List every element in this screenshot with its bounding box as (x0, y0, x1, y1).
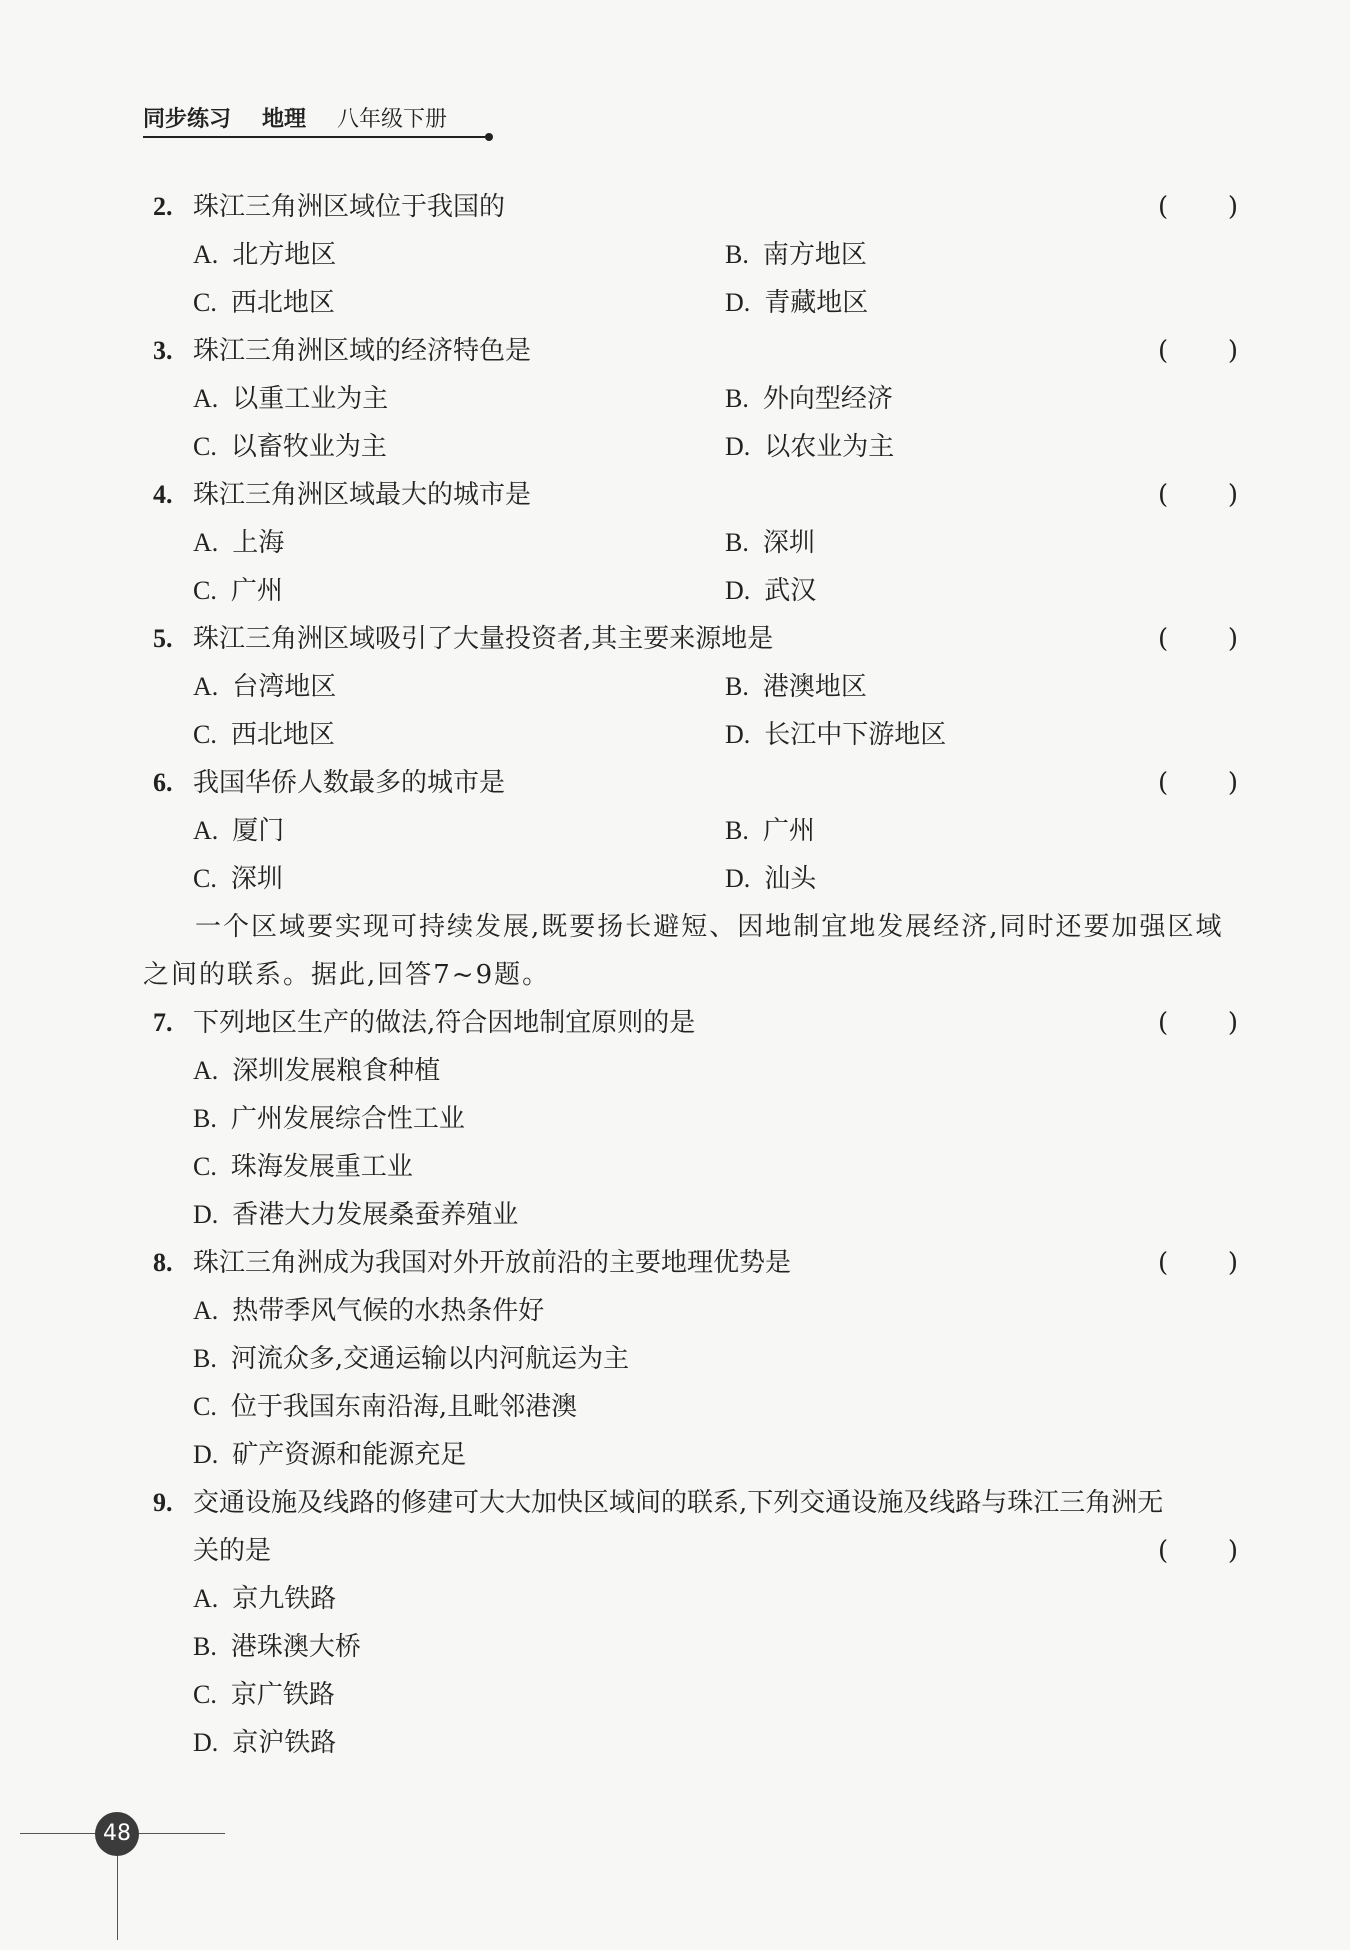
option-text: 西北地区 (230, 720, 335, 750)
question-number: 7. (153, 1008, 173, 1037)
question-number: 9. (153, 1488, 173, 1517)
question-number: 6. (153, 768, 173, 797)
option-text: 京九铁路 (232, 1584, 337, 1614)
question-text: 珠江三角洲区域的经济特色是 (193, 336, 532, 366)
option-letter: B. (725, 384, 749, 413)
option-row (143, 1335, 1238, 1383)
option-letter: C. (193, 720, 217, 749)
question-3 (143, 327, 1238, 471)
option (193, 1383, 577, 1431)
option-text: 京广铁路 (230, 1680, 335, 1710)
paren-close: ) (1227, 192, 1238, 222)
option-letter: C. (193, 864, 217, 893)
option-text: 位于我国东南沿海,且毗邻港澳 (230, 1392, 578, 1422)
option (193, 1671, 335, 1719)
option (193, 231, 336, 279)
question-row (143, 327, 1238, 375)
paren-open: ( (1158, 1536, 1169, 1566)
option (725, 279, 868, 327)
paren-close: ) (1227, 336, 1238, 366)
paren-close: ) (1227, 480, 1238, 510)
option-row (143, 1719, 1238, 1767)
question-group-a (143, 183, 1238, 903)
header-rule-dot (485, 133, 493, 141)
option (725, 807, 815, 855)
option (193, 1095, 465, 1143)
option (193, 1047, 440, 1095)
option-letter: B. (725, 672, 749, 701)
option-letter: D. (725, 720, 751, 749)
header-subject: 地理 (262, 107, 307, 132)
option (193, 711, 335, 759)
option-letter: D. (193, 1728, 219, 1757)
option-letter: B. (725, 528, 749, 557)
option-row (143, 711, 1238, 759)
option-text: 广州 (762, 816, 815, 846)
option-letter: A. (193, 816, 219, 845)
option-letter: B. (725, 240, 749, 269)
paren-close: ) (1227, 1008, 1238, 1038)
option (193, 1287, 544, 1335)
option-letter: C. (193, 1680, 217, 1709)
answer-blank[interactable] (1158, 759, 1238, 807)
option (725, 855, 816, 903)
option-letter: C. (193, 1392, 217, 1421)
option (725, 231, 867, 279)
option (193, 1623, 361, 1671)
option-letter: A. (193, 1296, 219, 1325)
option-text: 港澳地区 (762, 672, 867, 702)
header-grade: 八年级下册 (337, 107, 448, 132)
option (193, 1191, 518, 1239)
answer-blank[interactable] (1158, 327, 1238, 375)
option-letter: A. (193, 240, 219, 269)
question-number: 3. (153, 336, 173, 365)
option-text: 西北地区 (230, 288, 335, 318)
question-8 (143, 1239, 1238, 1479)
option (725, 663, 867, 711)
question-number: 8. (153, 1248, 173, 1277)
question-row (143, 1239, 1238, 1287)
option-text: 南方地区 (762, 240, 867, 270)
question-row (143, 1527, 1238, 1575)
paren-close: ) (1227, 1248, 1238, 1278)
option-row (143, 1191, 1238, 1239)
option-letter: D. (193, 1440, 219, 1469)
option (725, 711, 946, 759)
option-text: 深圳发展粮食种植 (232, 1056, 441, 1086)
option (193, 375, 388, 423)
paren-close: ) (1227, 768, 1238, 798)
question-row (143, 615, 1238, 663)
option-row (143, 375, 1238, 423)
question-number: 4. (153, 480, 173, 509)
header-rule (143, 136, 491, 138)
option-text: 外向型经济 (762, 384, 893, 414)
option-letter: C. (193, 432, 217, 461)
option-letter: D. (725, 432, 751, 461)
page-number-vertical-rule (117, 1855, 118, 1940)
question-text: 珠江三角洲成为我国对外开放前沿的主要地理优势是 (193, 1248, 792, 1278)
question-text: 珠江三角洲区域最大的城市是 (193, 480, 532, 510)
option-letter: B. (725, 816, 749, 845)
option-row (143, 231, 1238, 279)
paren-open: ( (1158, 336, 1169, 366)
option-row (143, 1671, 1238, 1719)
option-text: 青藏地区 (764, 288, 869, 318)
option-text: 香港大力发展桑蚕养殖业 (232, 1200, 519, 1230)
page-number: 48 (95, 1812, 139, 1856)
option-row (143, 1575, 1238, 1623)
answer-blank[interactable] (1158, 999, 1238, 1047)
option-letter: C. (193, 1152, 217, 1181)
paren-open: ( (1158, 480, 1169, 510)
option-text: 港珠澳大桥 (230, 1632, 361, 1662)
question-number: 2. (153, 192, 173, 221)
answer-blank[interactable] (1158, 183, 1238, 231)
question-2 (143, 183, 1238, 327)
question-row (143, 1479, 1238, 1527)
option-text: 广州发展综合性工业 (230, 1104, 465, 1134)
answer-blank[interactable] (1158, 1527, 1238, 1575)
option-row (143, 1143, 1238, 1191)
option-text: 厦门 (232, 816, 285, 846)
option (725, 423, 894, 471)
question-content (143, 183, 1238, 1767)
option (193, 279, 335, 327)
option-text: 以农业为主 (764, 432, 895, 462)
question-text: 交通设施及线路的修建可大大加快区域间的联系,下列交通设施及线路与珠江三角洲无 (193, 1488, 1164, 1518)
option (725, 375, 893, 423)
question-row (143, 183, 1238, 231)
option-text: 河流众多,交通运输以内河航运为主 (230, 1344, 630, 1374)
question-text: 我国华侨人数最多的城市是 (193, 768, 506, 798)
option (193, 855, 283, 903)
option-row (143, 1095, 1238, 1143)
option-row (143, 519, 1238, 567)
paren-open: ( (1158, 1008, 1169, 1038)
option-row (143, 279, 1238, 327)
answer-blank[interactable] (1158, 615, 1238, 663)
option-text: 矿产资源和能源充足 (232, 1440, 467, 1470)
option-row (143, 567, 1238, 615)
option (193, 423, 387, 471)
option-text: 长江中下游地区 (764, 720, 947, 750)
option-text: 以重工业为主 (232, 384, 389, 414)
option (193, 807, 284, 855)
option-text: 台湾地区 (232, 672, 337, 702)
option-letter: A. (193, 1056, 219, 1085)
option-letter: A. (193, 384, 219, 413)
question-row (143, 759, 1238, 807)
option (193, 1431, 466, 1479)
question-4 (143, 471, 1238, 615)
page-header (143, 102, 447, 133)
passage: 一个区域要实现可持续发展,既要扬长避短、因地制宜地发展经济,同时还要加强区域之间的联系。据此,回答7~9题。 (143, 912, 1224, 990)
question-9 (143, 1479, 1238, 1767)
option-text: 武汉 (764, 576, 817, 606)
question-number: 5. (153, 624, 173, 653)
answer-blank[interactable] (1158, 471, 1238, 519)
option (193, 1143, 413, 1191)
option (725, 567, 816, 615)
option-letter: D. (193, 1200, 219, 1229)
question-group-b (143, 999, 1238, 1479)
option-letter: D. (725, 576, 751, 605)
option-text: 北方地区 (232, 240, 337, 270)
option-text: 广州 (230, 576, 283, 606)
option-letter: A. (193, 672, 219, 701)
option-text: 深圳 (230, 864, 283, 894)
option-letter: C. (193, 288, 217, 317)
option-text: 深圳 (762, 528, 815, 558)
option-letter: A. (193, 1584, 219, 1613)
header-series: 同步练习 (143, 107, 232, 132)
option-letter: C. (193, 576, 217, 605)
option-row (143, 855, 1238, 903)
option-row (143, 423, 1238, 471)
question-text: 珠江三角洲区域吸引了大量投资者,其主要来源地是 (193, 624, 774, 654)
option-row (143, 1431, 1238, 1479)
question-5 (143, 615, 1238, 759)
option-letter: D. (725, 864, 751, 893)
option-row (143, 1047, 1238, 1095)
option-letter: B. (193, 1632, 217, 1661)
option-letter: D. (725, 288, 751, 317)
option-row (143, 1623, 1238, 1671)
paren-close: ) (1227, 624, 1238, 654)
answer-blank[interactable] (1158, 1239, 1238, 1287)
question-text-continued: 关的是 (193, 1536, 272, 1566)
paren-open: ( (1158, 192, 1169, 222)
question-text: 下列地区生产的做法,符合因地制宜原则的是 (193, 1008, 696, 1038)
question-text: 珠江三角洲区域位于我国的 (193, 192, 506, 222)
option-letter: B. (193, 1344, 217, 1373)
option-letter: B. (193, 1104, 217, 1133)
option (193, 567, 283, 615)
option (193, 1575, 336, 1623)
paren-open: ( (1158, 768, 1169, 798)
option (725, 519, 815, 567)
option-text: 汕头 (764, 864, 817, 894)
option-row (143, 1383, 1238, 1431)
option-text: 以畜牧业为主 (230, 432, 387, 462)
option-row (143, 1287, 1238, 1335)
option-text: 上海 (232, 528, 285, 558)
question-row (143, 999, 1238, 1047)
question-6 (143, 759, 1238, 903)
paren-open: ( (1158, 1248, 1169, 1278)
option (193, 1719, 336, 1767)
option (193, 1335, 629, 1383)
question-7 (143, 999, 1238, 1239)
option-text: 珠海发展重工业 (230, 1152, 413, 1182)
option-row (143, 807, 1238, 855)
paren-open: ( (1158, 624, 1169, 654)
option-letter: A. (193, 528, 219, 557)
question-row (143, 471, 1238, 519)
option-text: 京沪铁路 (232, 1728, 337, 1758)
option (193, 519, 284, 567)
option-text: 热带季风气候的水热条件好 (232, 1296, 545, 1326)
paren-close: ) (1227, 1536, 1238, 1566)
option (193, 663, 336, 711)
option-row (143, 663, 1238, 711)
